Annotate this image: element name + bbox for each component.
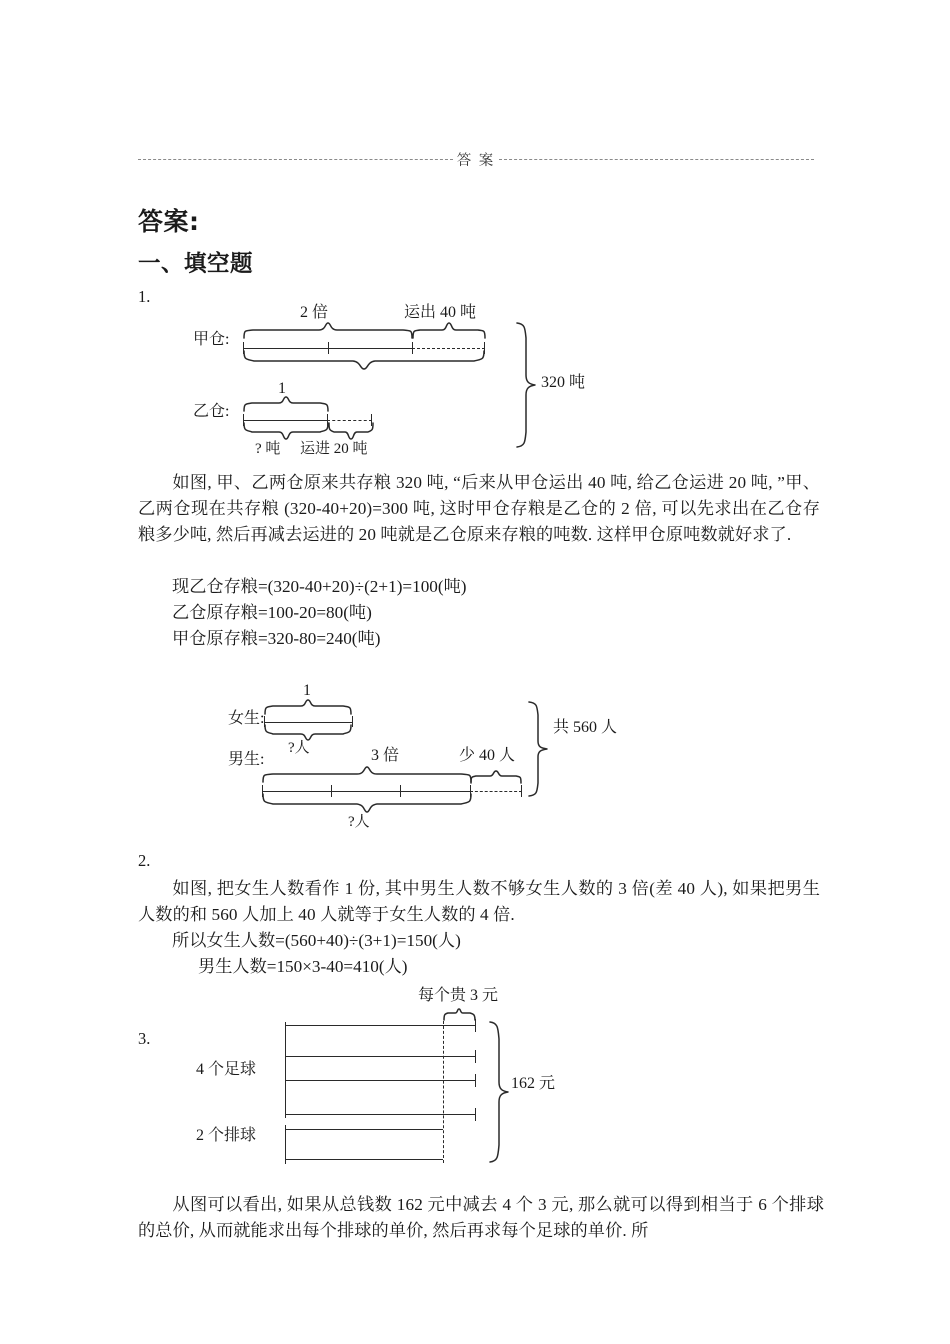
diagram1-total-label: 320 吨 <box>541 374 586 391</box>
diagram3-top-brace-label: 每个贵 3 元 <box>418 987 499 1004</box>
diagram1-transport-out-label: 运出 40 吨 <box>404 304 477 321</box>
equation-1-1: 现乙仓存粮=(320-40+20)÷(2+1)=100(吨) <box>172 577 467 596</box>
diagram3-reference-dashed-line <box>443 1021 444 1163</box>
diagram3-bar-volleyball-1 <box>285 1129 443 1130</box>
diagram2-girls-top-label: 1 <box>303 682 311 699</box>
diagram3-brace-diff <box>443 1008 477 1021</box>
page-title: 答案: <box>138 207 200 236</box>
diagram2-boys-shortage-label: 少 40 人 <box>459 747 516 764</box>
diagram2-boys-top-label: 3 倍 <box>371 747 400 764</box>
diagram2-total-label: 共 560 人 <box>553 719 618 736</box>
diagram3-tick-football-1 <box>475 1019 476 1032</box>
diagram3-bar-football-4 <box>285 1114 476 1115</box>
diagram1-row2-top-label: 1 <box>278 380 286 397</box>
diagram3-row2-label: 2 个排球 <box>196 1127 257 1144</box>
section-heading-fill-in-blank: 一、填空题 <box>138 251 254 277</box>
diagram2-row1-label: 女生: <box>228 710 265 727</box>
equation-1-2: 乙仓原存粮=100-20=80(吨) <box>172 603 372 622</box>
diagram3-tick-football-4 <box>475 1108 476 1121</box>
diagram3-bar-football-1 <box>285 1025 476 1026</box>
header-title: 答 案 <box>456 152 496 169</box>
explanation-paragraph-3: 从图可以看出, 如果从总钱数 162 元中减去 4 个 3 元, 那么就可以得到相当于 6 个排球的总价, 从而就能求出每个排球的单价, 然后再求每个足球的单价. 所 <box>138 1195 824 1240</box>
diagram1-row2-label: 乙仓: <box>193 403 230 420</box>
diagram1-top-brace-label: 2 倍 <box>300 304 329 321</box>
explanation-paragraph-1: 如图, 甲、乙两仓原来共存粮 320 吨, “后来从甲仓运出 40 吨, 给乙仓运进 20 吨, ”甲、乙两仓现在共存粮 (320-40+20)=300 吨, 这时甲仓存粮是乙仓的 2 倍, 可以先求出在乙仓存粮多少吨, 然后再减去运进的 20 吨就是乙仓原来存粮的吨数. 这样甲仓原吨数就好求了. <box>138 473 820 544</box>
diagram2-girls-unknown-label: ?人 <box>288 740 310 756</box>
diagram2-row2-label: 男生: <box>228 751 265 768</box>
equation-1-3: 甲仓原存粮=320-80=240(吨) <box>172 629 381 648</box>
diagram3-bar-football-3 <box>285 1080 476 1081</box>
diagram2-boys-unknown-label: ?人 <box>348 814 370 830</box>
diagram1-row1-label: 甲仓: <box>193 331 230 348</box>
diagram1-transport-in-label: 运进 20 吨 <box>300 441 368 457</box>
question-number-1: 1. <box>138 287 151 306</box>
diagram3-brace-total <box>489 1021 509 1163</box>
diagram3-bar-volleyball-2 <box>285 1159 443 1160</box>
explanation-paragraph-2: 如图, 把女生人数看作 1 份, 其中男生人数不够女生人数的 3 倍(差 40 人), 如果把男生人数的和 560 人加上 40 人就等于女生人数的 4 倍. <box>138 879 820 924</box>
diagram1-unknown-tons-label: ? 吨 <box>255 441 281 457</box>
diagram3-bar-football-2 <box>285 1056 476 1057</box>
question-number-3: 3. <box>138 1029 151 1048</box>
diagram3-row1-label: 4 个足球 <box>196 1061 257 1078</box>
diagram3-tick-football-3 <box>475 1074 476 1087</box>
equation-2-2: 男生人数=150×3-40=410(人) <box>198 957 408 976</box>
diagram3-axis-football <box>285 1022 286 1118</box>
question-number-2: 2. <box>138 851 151 870</box>
equation-2-1: 所以女生人数=(560+40)÷(3+1)=150(人) <box>172 931 461 950</box>
diagram3-total-label: 162 元 <box>511 1075 556 1092</box>
diagram3-tick-football-2 <box>475 1050 476 1063</box>
